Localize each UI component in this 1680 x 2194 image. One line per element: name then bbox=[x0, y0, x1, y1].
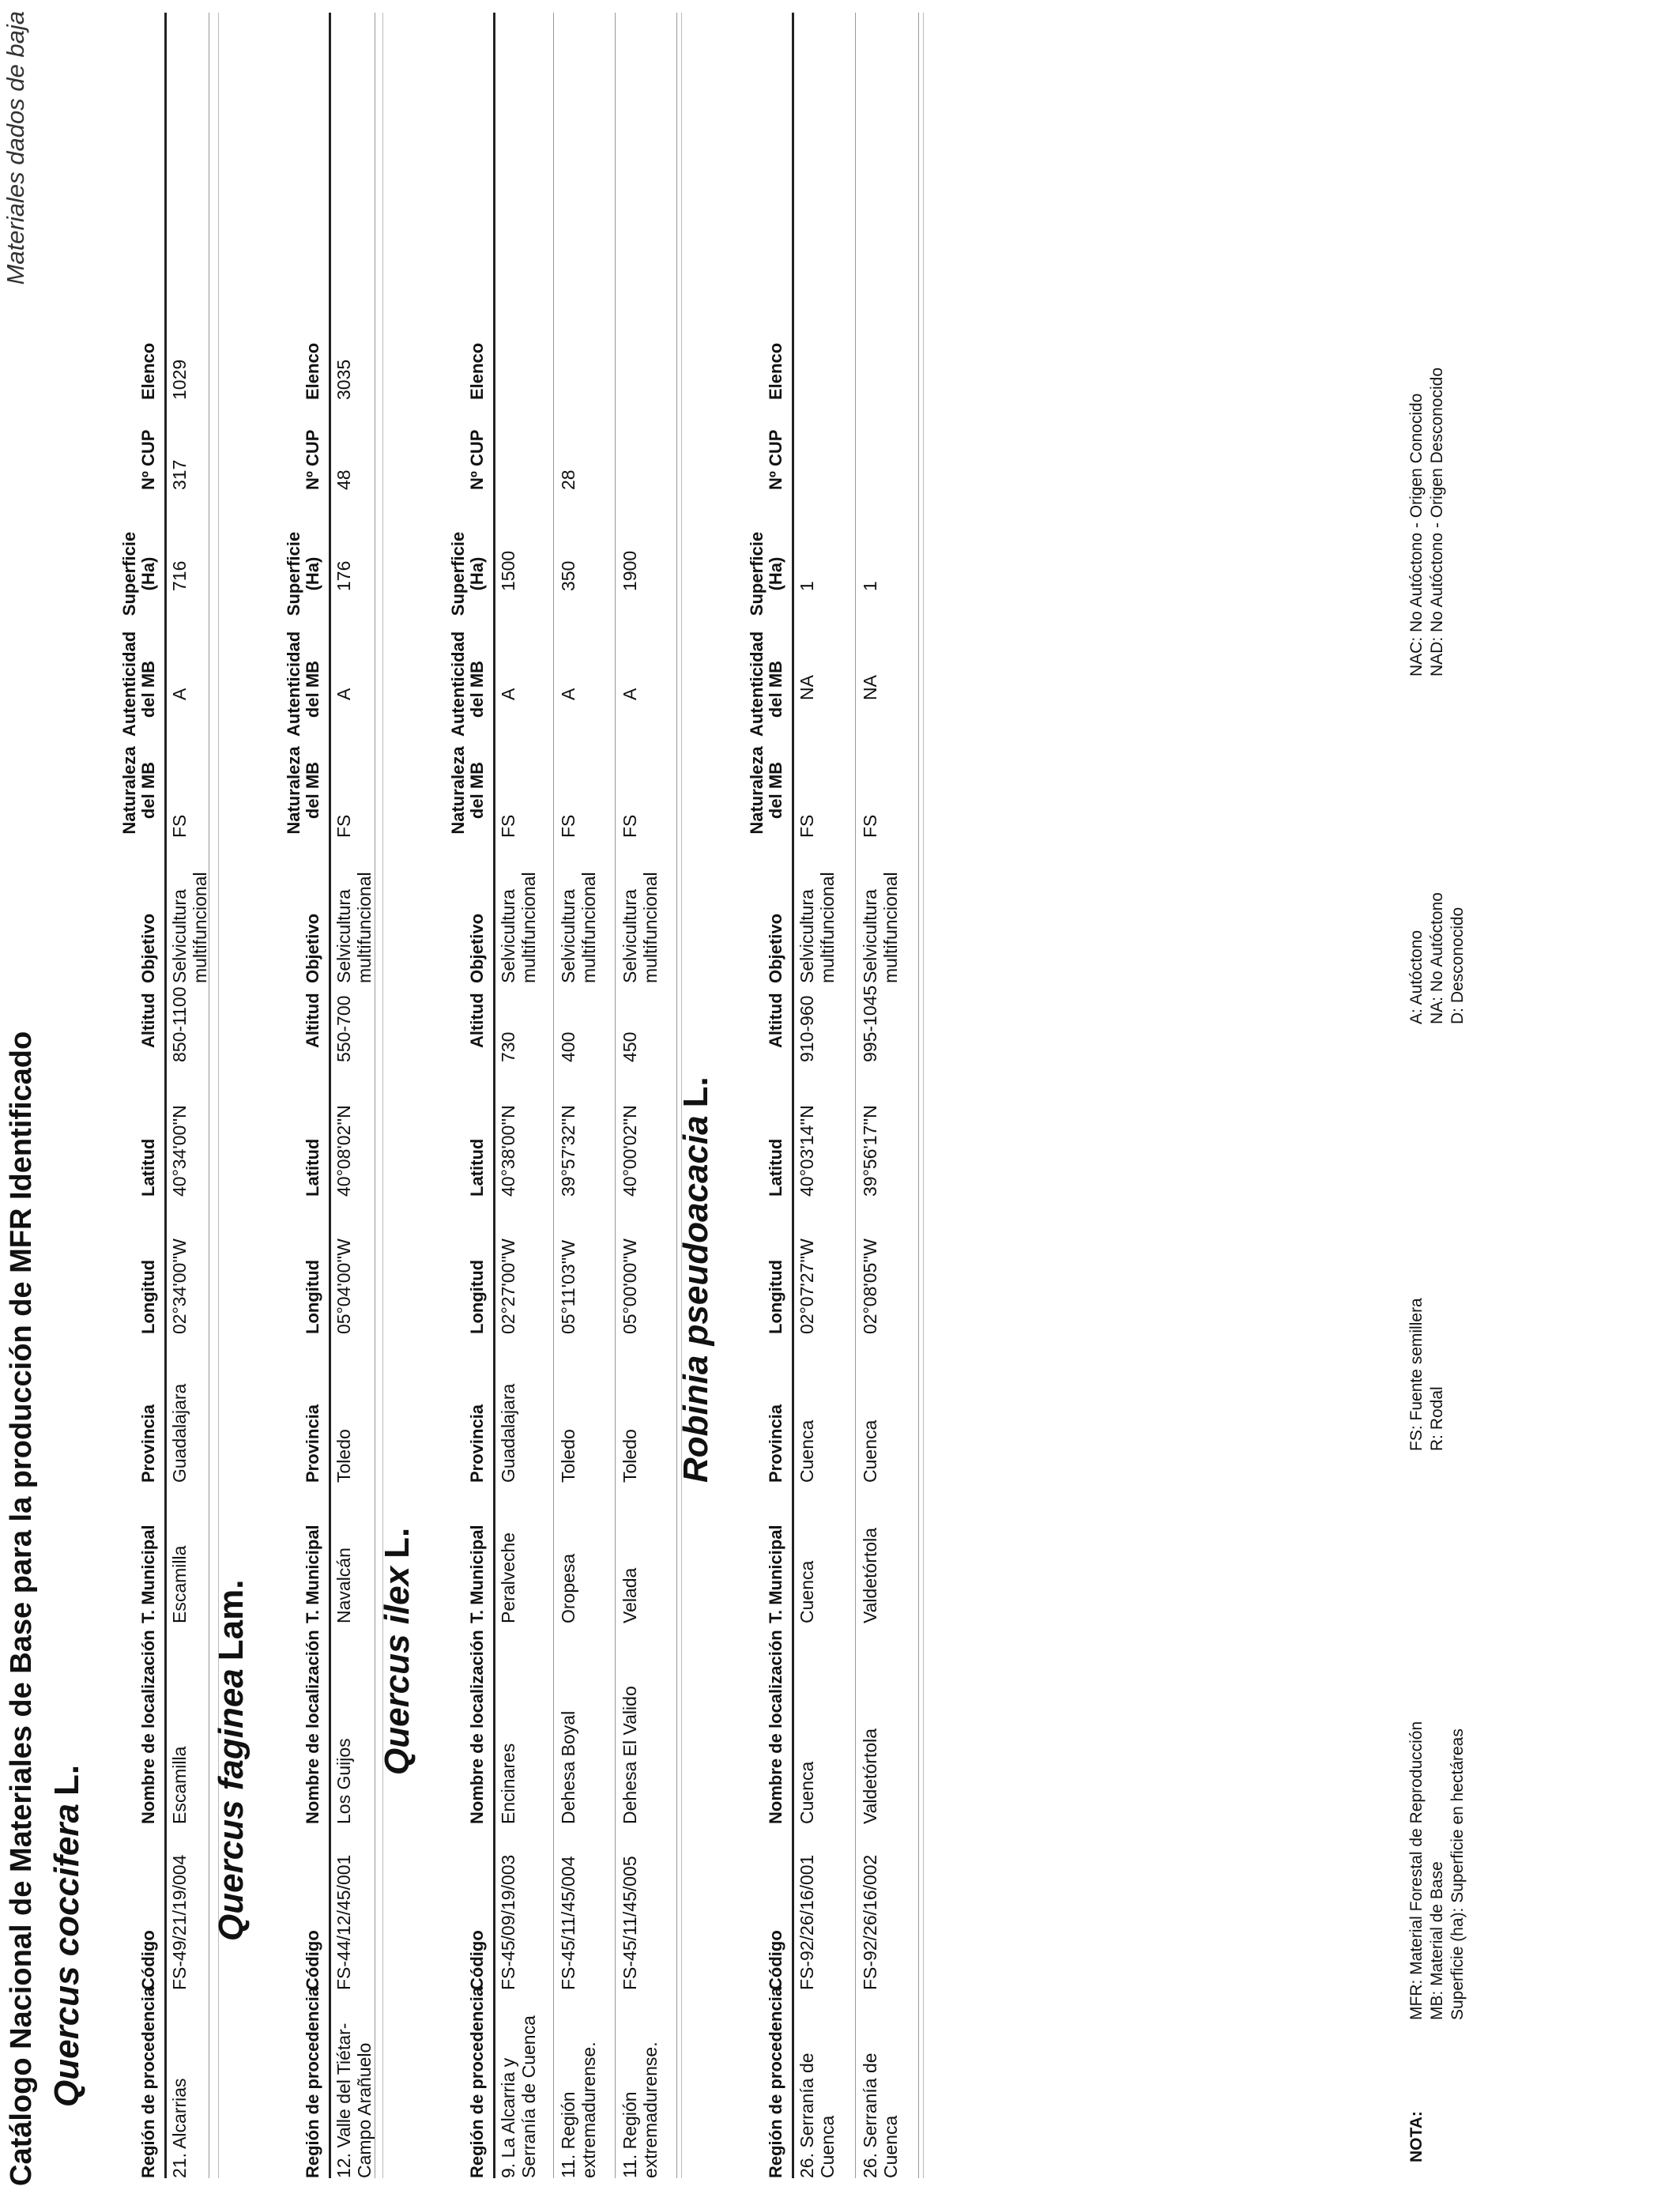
column-header-autenticidad: Autenticidad del MB bbox=[119, 631, 158, 737]
column-header-provincia: Provincia bbox=[467, 1404, 487, 1483]
column-header-nombre: Nombre de localización bbox=[138, 1630, 158, 1824]
column-header-latitud: Latitud bbox=[467, 1138, 487, 1197]
column-header-region: Región de procedencia bbox=[303, 1986, 322, 2178]
column-header-altitud: Altitud bbox=[303, 993, 322, 1048]
section-robinia-pseudoacacia bbox=[676, 13, 913, 2178]
section-divider bbox=[923, 13, 924, 2178]
cell-municipal: Velada bbox=[620, 1567, 640, 1623]
cell-longitud: 02°07'27''W bbox=[797, 1238, 817, 1334]
page-title: Catálogo Nacional de Materiales de Base para la producción de MFR Identificado bbox=[5, 1031, 38, 2186]
cell-region: 11. Región extremadurense. bbox=[558, 2041, 599, 2178]
table-row bbox=[553, 13, 616, 2178]
table-row bbox=[493, 13, 554, 2178]
cell-objetivo: Selvicultura multifuncional bbox=[169, 872, 210, 983]
nota-label: NOTA: bbox=[1407, 2111, 1426, 2162]
cell-objetivo: Selvicultura multifuncional bbox=[797, 872, 838, 983]
cell-autenticidad: NA bbox=[797, 675, 817, 700]
cell-region: 9. La Alcarria y Serranía de Cuenca bbox=[498, 2015, 539, 2178]
cell-provincia: Toledo bbox=[620, 1429, 640, 1483]
column-header-ncup: Nº CUP bbox=[766, 429, 785, 490]
cell-superficie: 1 bbox=[797, 581, 817, 591]
column-header-latitud: Latitud bbox=[303, 1138, 322, 1197]
cell-naturaleza: FS bbox=[558, 814, 578, 838]
cell-latitud: 40°00'02''N bbox=[620, 1105, 640, 1197]
nota-col-1: MFR: Material Forestal de Reproducción MB: Material de Base Superficie (ha): Superficie en hectáreas bbox=[1407, 1721, 1467, 2020]
column-header-superficie: Superficie (Ha) bbox=[119, 531, 158, 616]
cell-ncup: 317 bbox=[169, 459, 190, 490]
column-header-nombre: Nombre de localización bbox=[467, 1630, 487, 1824]
column-header-longitud: Longitud bbox=[138, 1259, 158, 1334]
column-header-objetivo: Objetivo bbox=[766, 913, 785, 983]
column-header-objetivo: Objetivo bbox=[467, 913, 487, 983]
cell-municipal: Valdetórtola bbox=[860, 1527, 880, 1623]
cell-naturaleza: FS bbox=[333, 814, 354, 838]
cell-municipal: Cuenca bbox=[797, 1560, 817, 1623]
cell-altitud: 730 bbox=[498, 1031, 518, 1062]
cell-municipal: Navalcán bbox=[333, 1547, 354, 1623]
cell-objetivo: Selvicultura multifuncional bbox=[558, 872, 599, 983]
cell-longitud: 02°27'00''W bbox=[498, 1238, 518, 1334]
species-title: Quercus ilexL. bbox=[378, 1527, 416, 1775]
cell-superficie: 1 bbox=[860, 581, 880, 591]
cell-altitud: 550-700 bbox=[333, 995, 354, 1062]
cell-codigo: FS-45/11/45/004 bbox=[558, 1856, 578, 1990]
section-quercus-faginea bbox=[212, 13, 378, 2178]
column-header-elenco: Elenco bbox=[303, 342, 322, 400]
column-header-provincia: Provincia bbox=[766, 1404, 785, 1483]
column-header-altitud: Altitud bbox=[467, 993, 487, 1048]
column-header-naturaleza: Naturaleza del MB bbox=[747, 746, 785, 835]
cell-autenticidad: A bbox=[558, 688, 578, 700]
column-header-naturaleza: Naturaleza del MB bbox=[119, 746, 158, 835]
nota-col-2: FS: Fuente semillera R: Rodal bbox=[1407, 1298, 1446, 1451]
column-header-superficie: Superficie (Ha) bbox=[747, 531, 785, 616]
cell-codigo: FS-45/09/19/003 bbox=[498, 1854, 518, 1990]
cell-objetivo: Selvicultura multifuncional bbox=[498, 872, 539, 983]
cell-naturaleza: FS bbox=[860, 814, 880, 838]
table-header bbox=[259, 13, 331, 2178]
cell-longitud: 05°11'03''W bbox=[558, 1239, 578, 1334]
table-header bbox=[425, 13, 495, 2178]
column-header-altitud: Altitud bbox=[766, 993, 785, 1048]
column-header-autenticidad: Autenticidad del MB bbox=[284, 631, 322, 737]
column-header-elenco: Elenco bbox=[766, 342, 785, 400]
cell-latitud: 39°56'17''N bbox=[860, 1105, 880, 1197]
cell-provincia: Guadalajara bbox=[169, 1383, 190, 1483]
cell-naturaleza: FS bbox=[620, 814, 640, 838]
cell-naturaleza: FS bbox=[797, 814, 817, 838]
column-header-superficie: Superficie (Ha) bbox=[284, 531, 322, 616]
cell-municipal: Peralveche bbox=[498, 1532, 518, 1623]
species-title: Robinia pseudoacaciaL. bbox=[676, 1076, 715, 1483]
column-header-municipal: T. Municipal bbox=[467, 1525, 487, 1623]
column-header-municipal: T. Municipal bbox=[303, 1525, 322, 1623]
column-header-objetivo: Objetivo bbox=[138, 913, 158, 983]
cell-region: 21. Alcarrias bbox=[169, 2078, 190, 2178]
cell-ncup: 28 bbox=[558, 469, 578, 490]
column-header-ncup: Nº CUP bbox=[303, 429, 322, 490]
column-header-codigo: Código bbox=[303, 1930, 322, 1990]
column-header-latitud: Latitud bbox=[138, 1138, 158, 1197]
column-header-municipal: T. Municipal bbox=[138, 1525, 158, 1623]
cell-nombre: Encinares bbox=[498, 1743, 518, 1824]
cell-altitud: 400 bbox=[558, 1031, 578, 1062]
column-header-naturaleza: Naturaleza del MB bbox=[448, 746, 487, 835]
section-quercus-ilex bbox=[378, 13, 678, 2178]
cell-autenticidad: A bbox=[169, 688, 190, 700]
cell-provincia: Guadalajara bbox=[498, 1383, 518, 1483]
column-header-longitud: Longitud bbox=[467, 1259, 487, 1334]
cell-municipal: Oropesa bbox=[558, 1553, 578, 1623]
column-header-provincia: Provincia bbox=[138, 1404, 158, 1483]
column-header-elenco: Elenco bbox=[467, 342, 487, 400]
section-quercus-coccifera bbox=[47, 13, 209, 2178]
column-header-naturaleza: Naturaleza del MB bbox=[284, 746, 322, 835]
species-title: Quercus fagineaLam. bbox=[212, 1579, 250, 1941]
column-header-altitud: Altitud bbox=[138, 993, 158, 1048]
cell-longitud: 02°08'05''W bbox=[860, 1238, 880, 1334]
cell-provincia: Cuenca bbox=[860, 1419, 880, 1483]
cell-nombre: Escamilla bbox=[169, 1746, 190, 1824]
cell-codigo: FS-49/21/19/004 bbox=[169, 1854, 190, 1990]
cell-nombre: Dehesa El Valido bbox=[620, 1686, 640, 1824]
table-header bbox=[724, 13, 794, 2178]
cell-altitud: 995-1045 bbox=[860, 985, 880, 1062]
cell-region: 26. Serranía de Cuenca bbox=[797, 2053, 838, 2178]
cell-nombre: Dehesa Boyal bbox=[558, 1710, 578, 1824]
cell-codigo: FS-44/12/45/001 bbox=[333, 1854, 354, 1990]
cell-codigo: FS-45/11/45/005 bbox=[620, 1856, 640, 1990]
cell-autenticidad: A bbox=[620, 688, 640, 700]
column-header-region: Región de procedencia bbox=[467, 1986, 487, 2178]
cell-nombre: Valdetórtola bbox=[860, 1728, 880, 1824]
cell-superficie: 176 bbox=[333, 560, 354, 591]
table-header bbox=[95, 13, 167, 2178]
cell-superficie: 1500 bbox=[498, 550, 518, 591]
column-header-ncup: Nº CUP bbox=[138, 429, 158, 490]
table-row bbox=[855, 13, 919, 2178]
cell-altitud: 910-960 bbox=[797, 995, 817, 1062]
column-header-nombre: Nombre de localización bbox=[303, 1630, 322, 1824]
nota-col-4: NAC: No Autóctono - Origen Conocido NAD: No Autóctono - Origen Desconocido bbox=[1407, 367, 1446, 677]
cell-region: 11. Región extremadurense. bbox=[620, 2041, 661, 2178]
cell-municipal: Escamilla bbox=[169, 1545, 190, 1623]
column-header-codigo: Código bbox=[467, 1930, 487, 1990]
cell-latitud: 40°08'02''N bbox=[333, 1105, 354, 1197]
cell-elenco: 1029 bbox=[169, 359, 190, 400]
column-header-ncup: Nº CUP bbox=[467, 429, 487, 490]
cell-autenticidad: A bbox=[333, 688, 354, 700]
cell-autenticidad: A bbox=[498, 688, 518, 700]
column-header-region: Región de procedencia bbox=[766, 1986, 785, 2178]
cell-latitud: 39°57'32''N bbox=[558, 1105, 578, 1197]
cell-longitud: 05°04'00''W bbox=[333, 1238, 354, 1334]
cell-naturaleza: FS bbox=[498, 814, 518, 838]
cell-superficie: 350 bbox=[558, 560, 578, 591]
cell-superficie: 716 bbox=[169, 560, 190, 591]
cell-latitud: 40°34'00''N bbox=[169, 1105, 190, 1197]
column-header-autenticidad: Autenticidad del MB bbox=[747, 631, 785, 737]
column-header-longitud: Longitud bbox=[766, 1259, 785, 1334]
column-header-region: Región de procedencia bbox=[138, 1986, 158, 2178]
cell-nombre: Los Guijos bbox=[333, 1738, 354, 1824]
column-header-codigo: Código bbox=[766, 1930, 785, 1990]
cell-naturaleza: FS bbox=[169, 814, 190, 838]
column-header-superficie: Superficie (Ha) bbox=[448, 531, 487, 616]
cell-altitud: 450 bbox=[620, 1031, 640, 1062]
cell-provincia: Toledo bbox=[333, 1429, 354, 1483]
cell-longitud: 02°34'00''W bbox=[169, 1238, 190, 1334]
page-subtitle: Materiales dados de baja bbox=[2, 11, 29, 285]
table-row bbox=[792, 13, 856, 2178]
cell-ncup: 48 bbox=[333, 469, 354, 490]
cell-codigo: FS-92/26/16/001 bbox=[797, 1854, 817, 1990]
column-header-codigo: Código bbox=[138, 1930, 158, 1990]
column-header-autenticidad: Autenticidad del MB bbox=[448, 631, 487, 737]
cell-superficie: 1900 bbox=[620, 550, 640, 591]
table-row bbox=[164, 13, 209, 2178]
column-header-objetivo: Objetivo bbox=[303, 913, 322, 983]
table-row bbox=[615, 13, 677, 2178]
column-header-nombre: Nombre de localización bbox=[766, 1630, 785, 1824]
nota-col-3: A: Autóctono NA: No Autóctono D: Desconocido bbox=[1407, 892, 1467, 1024]
cell-latitud: 40°38'00''N bbox=[498, 1105, 518, 1197]
cell-provincia: Cuenca bbox=[797, 1419, 817, 1483]
cell-autenticidad: NA bbox=[860, 675, 880, 700]
column-header-provincia: Provincia bbox=[303, 1404, 322, 1483]
cell-altitud: 850-1100 bbox=[169, 986, 190, 1062]
cell-elenco: 3035 bbox=[333, 359, 354, 400]
column-header-latitud: Latitud bbox=[766, 1138, 785, 1197]
cell-region: 12. Valle del Tiétar-Campo Arañuelo bbox=[333, 2022, 375, 2178]
cell-region: 26. Serranía de Cuenca bbox=[860, 2053, 901, 2178]
cell-provincia: Toledo bbox=[558, 1429, 578, 1483]
cell-latitud: 40°03'14''N bbox=[797, 1105, 817, 1197]
cell-nombre: Cuenca bbox=[797, 1761, 817, 1824]
cell-codigo: FS-92/26/16/002 bbox=[860, 1854, 880, 1990]
cell-objetivo: Selvicultura multifuncional bbox=[860, 872, 901, 983]
column-header-municipal: T. Municipal bbox=[766, 1525, 785, 1623]
cell-objetivo: Selvicultura multifuncional bbox=[620, 872, 661, 983]
cell-longitud: 05°00'00''W bbox=[620, 1238, 640, 1334]
species-title: Quercus cocciferaL. bbox=[47, 1764, 86, 2107]
table-row bbox=[329, 13, 375, 2178]
cell-objetivo: Selvicultura multifuncional bbox=[333, 872, 375, 983]
column-header-elenco: Elenco bbox=[138, 342, 158, 400]
column-header-longitud: Longitud bbox=[303, 1259, 322, 1334]
